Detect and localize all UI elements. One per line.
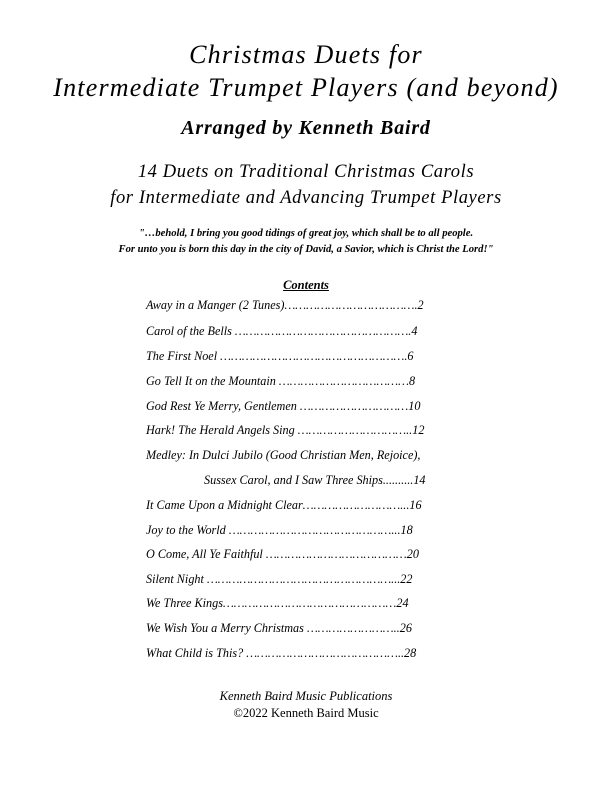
arranger: Arranged by Kenneth Baird [181,117,431,139]
toc-entry[interactable]: Hark! The Herald Angels Sing …………………………..12 [146,423,425,437]
subtitle-line-1: 14 Duets on Traditional Christmas Carols [137,162,475,182]
title-line-2: Intermediate Trumpet Players (and beyond) [53,73,559,102]
toc-entry[interactable]: What Child is This? ……………………………………..28 [146,646,417,660]
toc-entry[interactable]: Silent Night ……………………………………………...22 [146,572,413,586]
subtitle-line-2: for Intermediate and Advancing Trumpet Players [110,188,502,208]
toc-entry-continued[interactable]: Sussex Carol, and I Saw Three Ships..........14 [204,473,426,487]
toc-entry[interactable]: O Come, All Ye Faithful …………………………………20 [146,547,419,561]
toc-entry[interactable]: Carol of the Bells ………………………………………….4 [146,324,418,338]
publisher: Kenneth Baird Music Publications [219,689,393,703]
contents-heading: Contents [283,278,329,292]
toc-entry[interactable]: We Three Kings…………………………………………24 [146,596,409,610]
toc-entry[interactable]: Joy to the World ………………………………………...18 [146,523,413,537]
copyright: ©2022 Kenneth Baird Music [233,706,379,720]
toc-entry[interactable]: God Rest Ye Merry, Gentlemen …………………………10 [146,399,421,413]
toc-entry[interactable]: Go Tell It on the Mountain ………………………………8 [146,374,416,388]
toc-entry[interactable]: The First Noel …………………………………………….6 [146,349,414,363]
toc-entry[interactable]: Away in a Manger (2 Tunes)……………………………….2 [146,298,424,312]
toc-entry[interactable]: We Wish You a Merry Christmas ……………………..26 [146,621,412,635]
toc-entry[interactable]: Medley: In Dulci Jubilo (Good Christian Men, Rejoice), [146,448,421,462]
toc-entry[interactable]: It Came Upon a Midnight Clear………………………...16 [146,498,422,512]
quote-line-2: For unto you is born this day in the city of David, a Savior, which is Christ the Lord!" [118,244,494,255]
title-line-1: Christmas Duets for [189,40,423,69]
quote-line-1: "…behold, I bring you good tidings of great joy, which shall be to all people. [138,228,474,239]
